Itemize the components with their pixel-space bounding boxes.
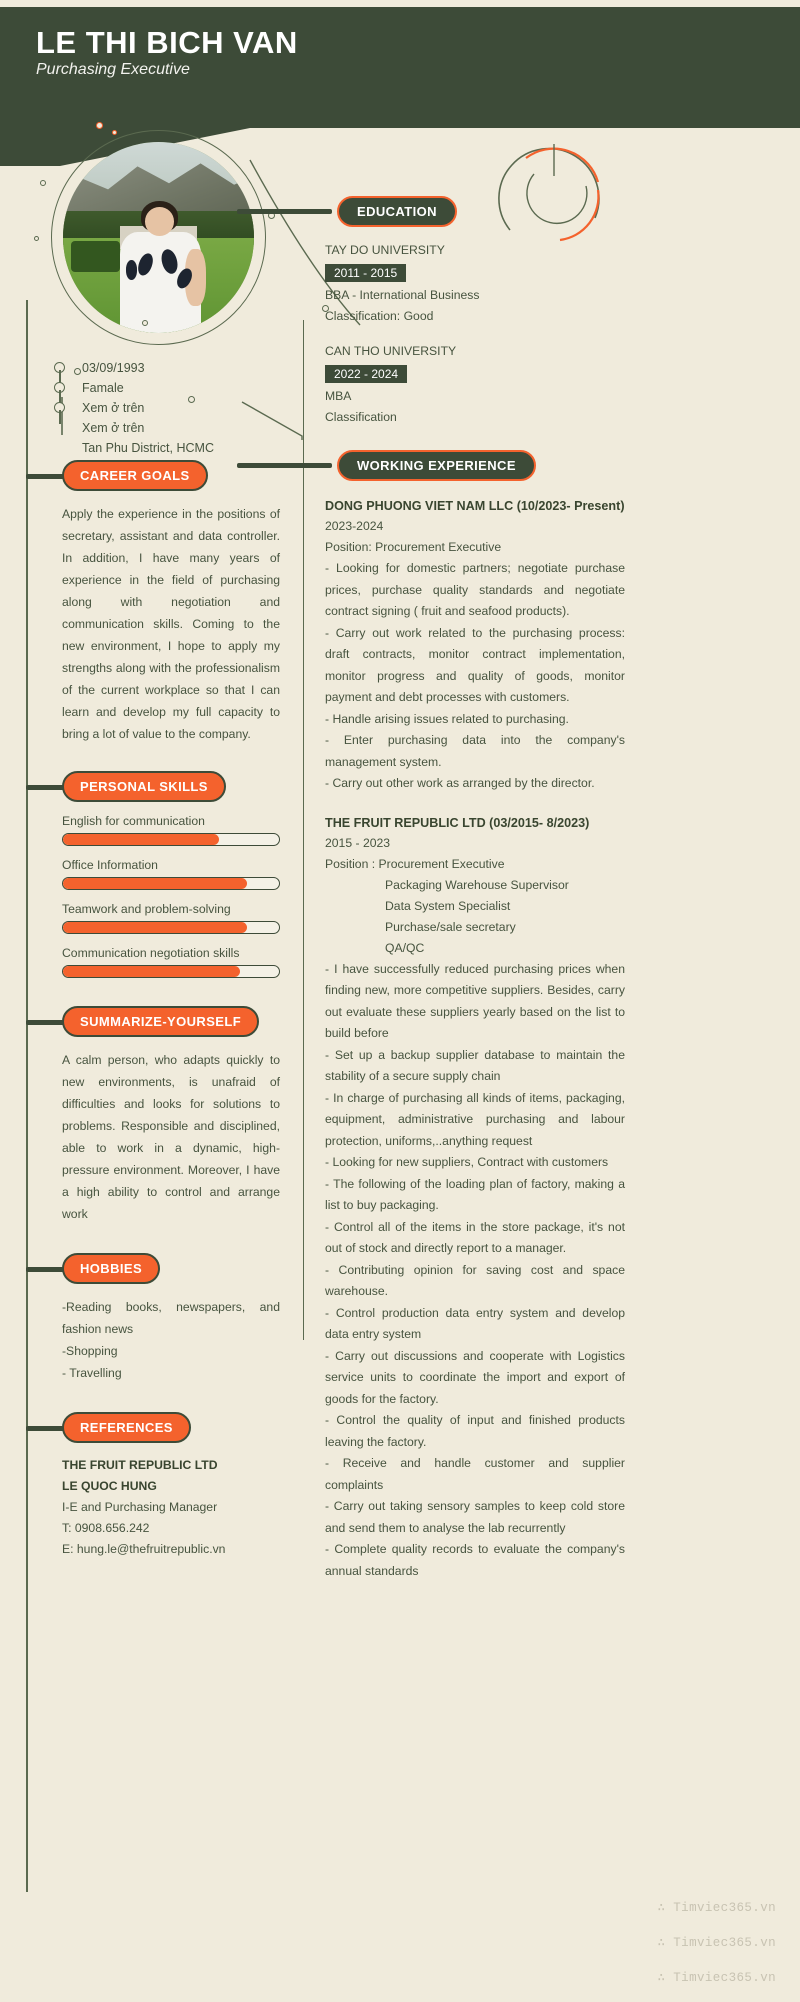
skill-progress-track — [62, 965, 280, 978]
skill-progress-track — [62, 921, 280, 934]
list-item — [56, 378, 306, 398]
skill-progress-fill — [63, 922, 247, 933]
education-school: TAY DO UNIVERSITY — [325, 243, 445, 257]
list-item — [56, 438, 306, 458]
decor-dot-1 — [96, 122, 103, 129]
header-subtitle: Purchasing Executive — [36, 61, 190, 78]
section-connector — [237, 463, 332, 468]
reference-company: THE FRUIT REPUBLIC LTD — [62, 1458, 218, 1472]
skill-progress-fill — [63, 878, 247, 889]
section-education-header — [325, 196, 625, 226]
section-title-personal-skills: PERSONAL SKILLS — [62, 771, 226, 802]
section-title-education: EDUCATION — [337, 196, 457, 227]
job-position: Position : Procurement Executive — [325, 856, 505, 871]
hobby-item: - Travelling — [62, 1366, 122, 1380]
job-organization: THE FRUIT REPUBLIC LTD (03/2015- 8/2023) — [325, 815, 590, 830]
contact-phone: Xem ở trên — [82, 401, 145, 415]
watermark: ∴ Timviec365.vn — [657, 1971, 776, 1985]
summarize-body: A calm person, who adapts quickly to new environments, is unafraid of difficulties and looks for solutions to problems. Responsible and disciplined, able to work in a dynamic, high-pressure environment. Moreover, I have a high ability to control and arrange work — [62, 1053, 280, 1221]
avatar — [51, 130, 266, 345]
education-classification: Classification: Good — [325, 309, 434, 323]
education-years: 2011 - 2015 — [325, 264, 406, 282]
section-references — [0, 1412, 320, 1560]
job-years: 2023-2024 — [325, 519, 384, 533]
job-bullet: - In charge of purchasing all kinds of items, packaging, equipment, administrative purchasing and labour protection, uniforms,..anything request — [325, 1090, 625, 1148]
hobby-item: -Shopping — [62, 1344, 118, 1358]
education-item — [325, 341, 625, 428]
skill-progress-fill — [63, 834, 219, 845]
skill-label: Communication negotiation skills — [62, 946, 240, 960]
skill-progress-track — [62, 833, 280, 846]
job-bullet: - I have successfully reduced purchasing prices when finding new, more competitive suppliers. Besides, carry out evaluate these suppliers yearly based on the list to build before — [325, 961, 625, 1040]
section-connector — [26, 785, 66, 790]
skill-item — [62, 858, 280, 890]
contact-birthdate: 03/09/1993 — [82, 361, 145, 375]
avatar-image — [63, 142, 254, 333]
job-bullet: - Carry out work related to the purchasing process: draft contracts, monitor contract implementation, monitor progress and quality of goods, monitor payment and debt processes with customers. — [325, 625, 625, 704]
job-bullet: - Set up a backup supplier database to maintain the stability of a secure supply chain — [325, 1047, 625, 1083]
job-position: Position: Procurement Executive — [325, 540, 502, 554]
job-bullet: - Looking for domestic partners; negotiate purchase prices, purchase quality standards and negotiate contract signing ( fruit and seafood products). — [325, 561, 625, 618]
job-bullet: - The following of the loading plan of factory, making a list to buy packaging. — [325, 1176, 625, 1212]
section-title-references: REFERENCES — [62, 1412, 191, 1443]
skill-label: Teamwork and problem-solving — [62, 902, 231, 916]
job-bullet: - Looking for new suppliers, Contract with customers — [325, 1155, 609, 1169]
job-role: QA/QC — [385, 940, 425, 955]
section-title-summarize: SUMMARIZE-YOURSELF — [62, 1006, 259, 1037]
skill-item — [62, 902, 280, 934]
education-school: CAN THO UNIVERSITY — [325, 344, 457, 358]
job-bullet: - Complete quality records to evaluate the company's annual standards — [325, 1542, 625, 1578]
section-title-working-experience: WORKING EXPERIENCE — [337, 450, 536, 481]
reference-email[interactable]: E: hung.le@thefruitrepublic.vn — [62, 1542, 226, 1556]
section-title-career-goals: CAREER GOALS — [62, 460, 208, 491]
job-organization: DONG PHUONG VIET NAM LLC (10/2023- Present) — [325, 499, 625, 513]
job-role: Data System Specialist — [385, 898, 511, 913]
section-connector — [26, 1020, 66, 1025]
decor-dot-3 — [40, 180, 46, 186]
education-item — [325, 240, 625, 327]
section-career-goals — [0, 460, 320, 745]
section-connector — [237, 209, 332, 214]
list-item — [56, 358, 306, 378]
job-bullet: - Carry out discussions and cooperate with Logistics service units to coordinate the import and export of goods for the factory. — [325, 1348, 625, 1406]
reference-position: I-E and Purchasing Manager — [62, 1500, 218, 1514]
reference-person: LE QUOC HUNG — [62, 1479, 157, 1493]
section-summarize-yourself — [0, 1006, 320, 1225]
job-bullet: - Receive and handle customer and supplier complaints — [325, 1456, 625, 1492]
skill-item — [62, 946, 280, 978]
job-years: 2015 - 2023 — [325, 835, 391, 850]
decor-dot-2 — [112, 130, 117, 135]
job-item — [325, 496, 625, 795]
job-bullet: - Contributing opinion for saving cost and space warehouse. — [325, 1262, 625, 1298]
contact-email: Xem ở trên — [82, 421, 145, 435]
job-bullet: - Enter purchasing data into the company's management system. — [325, 733, 625, 769]
decor-dot-4 — [34, 236, 39, 241]
hobby-item: -Reading books, newspapers, and fashion news — [62, 1300, 280, 1336]
job-bullet: - Handle arising issues related to purchasing. — [325, 711, 569, 726]
education-years: 2022 - 2024 — [325, 365, 407, 383]
job-bullet: - Control all of the items in the store package, it's not out of stock and directly report to a manager. — [325, 1219, 625, 1255]
reference-phone[interactable]: T: 0908.656.242 — [62, 1521, 150, 1535]
job-bullet: - Control production data entry system and develop data entry system — [325, 1305, 625, 1341]
timeline-stem — [59, 410, 61, 424]
contact-address: Tan Phu District, HCMC — [82, 441, 214, 455]
skill-label: English for communication — [62, 814, 205, 828]
list-item — [56, 398, 306, 418]
watermark: ∴ Timviec365.vn — [657, 1901, 776, 1915]
right-column — [325, 196, 625, 1582]
skill-progress-fill — [63, 966, 240, 977]
skill-progress-track — [62, 877, 280, 890]
job-bullet: - Control the quality of input and finished products leaving the factory. — [325, 1413, 625, 1449]
job-item — [325, 813, 625, 1583]
section-connector — [26, 1426, 66, 1431]
contact-list — [56, 358, 306, 458]
page-title: LE THI BICH VAN — [36, 25, 298, 60]
skill-item — [62, 814, 280, 846]
contact-gender: Famale — [82, 381, 124, 395]
education-degree: BBA - International Business — [325, 288, 480, 302]
education-degree: MBA — [325, 389, 352, 403]
watermark: ∴ Timviec365.vn — [657, 1936, 776, 1950]
skill-label: Office Information — [62, 858, 158, 872]
job-bullet: - Carry out taking sensory samples to keep cold store and send them to analyse the lab recurrently — [325, 1499, 625, 1535]
cv-header — [0, 7, 800, 120]
list-item — [56, 418, 306, 438]
education-classification: Classification — [325, 410, 397, 424]
section-working-experience-header — [325, 450, 625, 480]
job-bullet: - Carry out other work as arranged by the director. — [325, 776, 595, 790]
job-role: Purchase/sale secretary — [385, 919, 516, 934]
section-personal-skills — [0, 771, 320, 978]
decor-dot-6 — [142, 320, 148, 326]
section-hobbies — [0, 1253, 320, 1384]
section-connector — [26, 1267, 66, 1272]
section-connector — [26, 474, 66, 479]
section-title-hobbies: HOBBIES — [62, 1253, 160, 1284]
career-goals-body: Apply the experience in the positions of secretary, assistant and data controller. In addition, I have many years of experience in the field of purchasing along with negotiation and communication skills. Coming to the new environment, I hope to apply my strengths along with the professionalism of the current workplace so that I can learn and develop my full capacity to bring a lot of value to the company. — [62, 507, 280, 741]
job-role: Packaging Warehouse Supervisor — [385, 877, 569, 892]
